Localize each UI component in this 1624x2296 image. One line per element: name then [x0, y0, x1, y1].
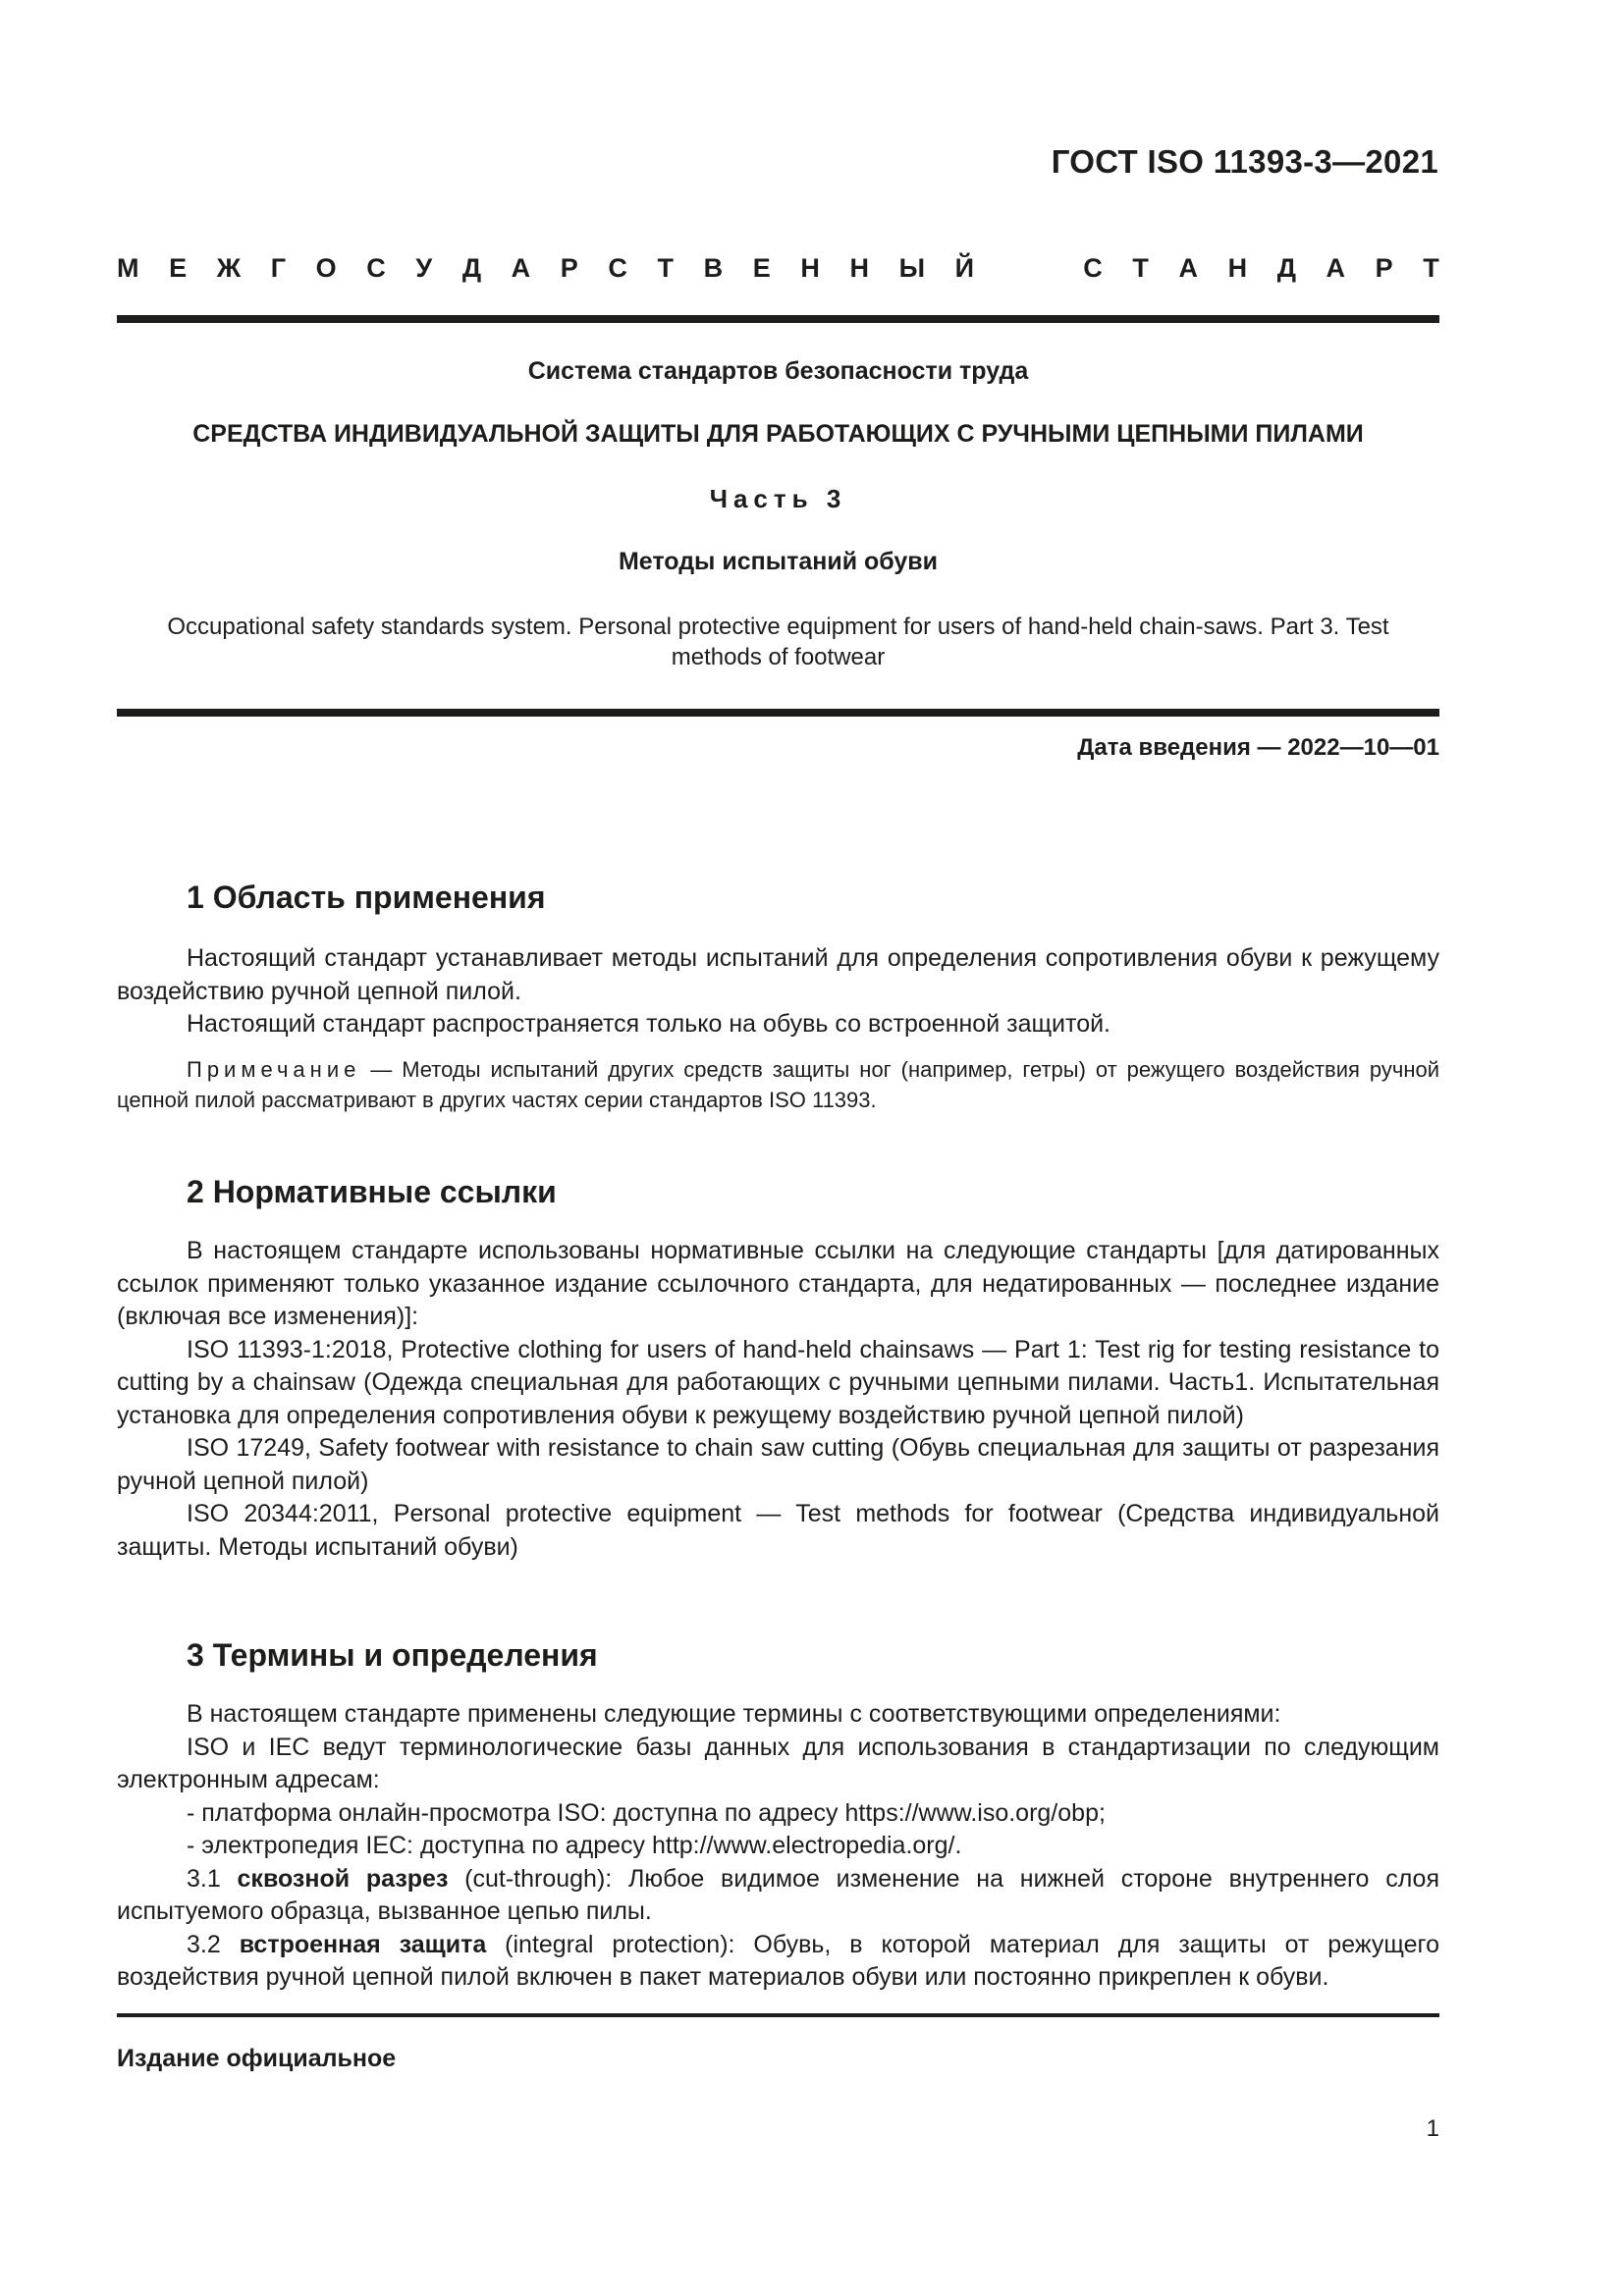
title-divider — [117, 709, 1439, 717]
document-kind-letter: Т — [657, 253, 675, 283]
note-label: Примечание — [187, 1057, 361, 1082]
section-2-body — [117, 1235, 1439, 1564]
document-kind-letter: Т — [1423, 253, 1439, 283]
document-kind-letter: А — [1178, 253, 1198, 283]
reference-item: ISO 20344:2011, Personal protective equipment — Test methods for footwear (Средства индивидуальной защиты. Методы испытаний обуви) — [117, 1500, 1439, 1561]
official-edition-label: Издание официальное — [117, 2045, 397, 2072]
footer-divider — [117, 2013, 1439, 2017]
section-3-paragraph: - электропедия IEC: доступна по адресу http://www.electropedia.org/. — [187, 1832, 962, 1859]
section-3-heading: 3 Термины и определения — [187, 1637, 598, 1673]
reference-item: ISO 11393-1:2018, Protective clothing for users of hand-held chainsaws — Part 1: Test rig for testing resistance to cutting by a chainsaw (Одежда специальная для работающих с ручными цепными пилами. Часть1. Испытательная установка для определения сопротивления обуви к режущему воздействию ручной цепной пилой) — [117, 1335, 1439, 1429]
term-definition-3-2 — [117, 1929, 1439, 1995]
document-kind-letter: Т — [1132, 253, 1149, 283]
section-3-body — [117, 1698, 1439, 1995]
document-kind-letter: Ж — [216, 253, 242, 283]
part-label: Часть 3 — [709, 484, 847, 513]
term-number: 3.2 — [187, 1930, 240, 1958]
section-3-paragraph: - платформа онлайн-просмотра ISO: доступна по адресу https://www.iso.org/obp; — [187, 1798, 1106, 1827]
document-kind-letter: Н — [800, 253, 820, 283]
document-kind-letter: Е — [169, 253, 188, 283]
document-kind-letter: О — [315, 253, 337, 283]
top-divider — [117, 315, 1439, 323]
page-number: 1 — [1426, 2115, 1439, 2142]
section-2-paragraph: В настоящем стандарте использованы нормативные ссылки на следующие стандарты [для датированных ссылок применяют только указанное издание ссылочного стандарта, для недатированных — последнее издание (включая все изменения)]: — [117, 1237, 1439, 1330]
term-number: 3.1 — [187, 1864, 238, 1893]
document-kind-letter: А — [511, 253, 531, 283]
section-2-heading: 2 Нормативные ссылки — [187, 1174, 557, 1209]
section-3-paragraph: ISO и IEC ведут терминологические базы данных для использования в стандартизации по следующим электронным адресам: — [117, 1733, 1439, 1793]
section-1-note — [117, 1054, 1439, 1115]
system-title: Система стандартов безопасности труда — [527, 357, 1029, 385]
document-kind-letter: С — [1083, 253, 1103, 283]
document-kind-letter: С — [608, 253, 627, 283]
subtitle: Методы испытаний обуви — [618, 548, 939, 575]
term-definition-3-1 — [117, 1863, 1439, 1929]
section-1-paragraph: Настоящий стандарт распространяется только на обувь со встроенной защитой. — [187, 1010, 1111, 1038]
document-kind-letter: Ы — [898, 253, 926, 283]
section-1-heading: 1 Область применения — [187, 880, 546, 915]
note-text: — Методы испытаний других средств защиты ног (например, гетры) от режущего воздействия ручной цепной пилой рассматривают в других частях серии стандартов ISO 11393. — [117, 1057, 1439, 1112]
document-kind-letter: Р — [560, 253, 578, 283]
term-text: (cut-through): Любое видимое изменение на нижней стороне внутреннего слоя испытуемого образца, вызванное цепью пилы. — [117, 1864, 1439, 1925]
word-gap — [1004, 253, 1054, 284]
document-kind-letter: А — [1326, 253, 1346, 283]
document-kind-letter: Й — [954, 253, 975, 283]
document-kind-letter: Д — [1276, 253, 1296, 283]
section-3-paragraph: В настоящем стандарте применены следующие термины с соответствующими определениями: — [187, 1700, 1281, 1728]
document-kind-letter: Р — [1375, 253, 1393, 283]
document-kind-letter: Н — [849, 253, 869, 283]
document-kind-letter: В — [703, 253, 724, 283]
document-kind-letter: Н — [1227, 253, 1248, 283]
document-kind — [117, 253, 1439, 284]
main-title: СРЕДСТВА ИНДИВИДУАЛЬНОЙ ЗАЩИТЫ ДЛЯ РАБОТАЮЩИХ С РУЧНЫМИ ЦЕПНЫМИ ПИЛАМИ — [192, 420, 1364, 448]
introduction-date: Дата введения — 2022—10—01 — [1077, 734, 1439, 761]
document-kind-letter: Е — [752, 253, 771, 283]
english-title: Occupational safety standards system. Personal protective equipment for users of hand-held chain-saws. Part 3. Test methods of footwear — [167, 614, 1389, 670]
term-name: встроенная защита — [239, 1930, 487, 1958]
document-kind-letter: У — [415, 253, 433, 283]
section-1-paragraph: Настоящий стандарт устанавливает методы испытаний для определения сопротивления обуви к режущему воздействию ручной цепной пилой. — [117, 944, 1439, 1005]
document-kind-letter: Д — [461, 253, 482, 283]
reference-item: ISO 17249, Safety footwear with resistance to chain saw cutting (Обувь специальная для защиты от разрезания ручной цепной пилой) — [117, 1434, 1439, 1495]
document-kind-letter: Г — [270, 253, 287, 283]
document-code: ГОСТ ISO 11393-3—2021 — [1051, 143, 1438, 180]
term-name: сквозной разрез — [237, 1864, 449, 1893]
term-text: (integral protection): Обувь, в которой материал для защиты от режущего воздействия ручной цепной пилой включен в пакет материалов обуви или постоянно прикреплен к обуви. — [117, 1930, 1440, 1991]
document-kind-letter: М — [117, 253, 139, 283]
section-1-body — [117, 942, 1439, 1041]
document-kind-letter: С — [366, 253, 386, 283]
